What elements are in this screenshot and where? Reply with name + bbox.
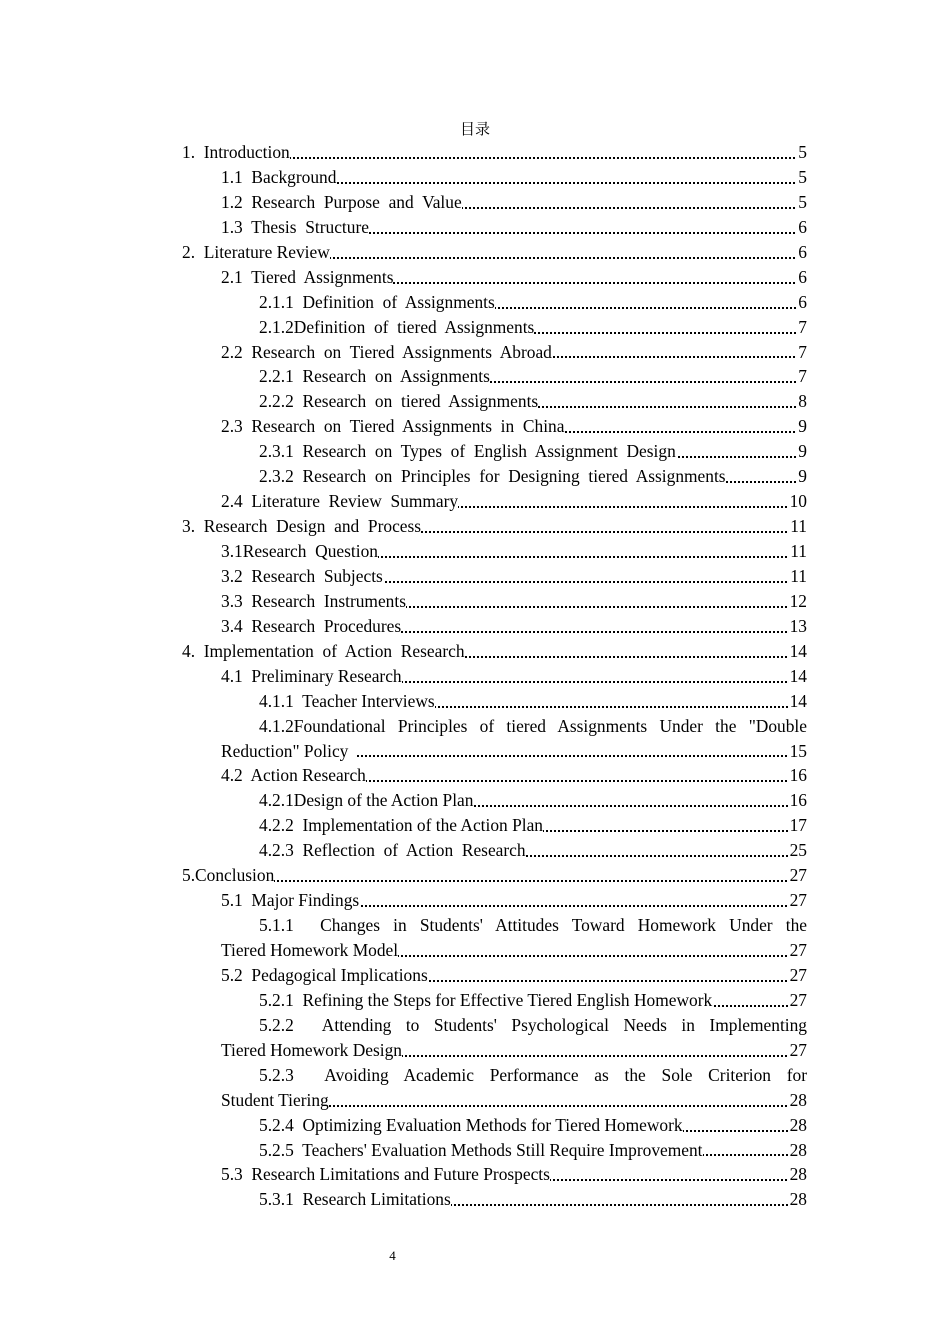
toc-entry-label: 1.1 Background — [221, 166, 337, 187]
toc-entry[interactable] — [259, 689, 807, 714]
toc-entry[interactable] — [182, 863, 807, 888]
toc-entry-label: 5.2.5 Teachers' Evaluation Methods Still Require Improvement — [259, 1139, 703, 1160]
toc-entry[interactable] — [221, 614, 807, 639]
toc-entry-label: 1.2 Research Purpose and Value — [221, 191, 462, 212]
toc-entry-page: 14 — [789, 689, 807, 714]
toc-entry-page: 28 — [789, 1162, 807, 1187]
toc-entry-page: 5 — [797, 190, 807, 215]
toc-entry[interactable] — [221, 340, 807, 365]
toc-entry-page: 27 — [789, 988, 807, 1013]
toc-entry-page: 27 — [789, 963, 807, 988]
toc-entry[interactable] — [259, 1187, 807, 1212]
toc-entry[interactable] — [182, 240, 807, 265]
toc-entry-label: 5.2.2 Attending to Students' Psychological Needs in Implementing — [259, 1014, 807, 1035]
toc-entry-continuation[interactable] — [221, 739, 807, 764]
toc-entry-page: 11 — [789, 564, 807, 589]
toc-entry-label: 2.3 Research on Tiered Assignments in China — [221, 416, 565, 437]
toc-entry[interactable] — [221, 664, 807, 689]
toc-entry[interactable] — [259, 389, 807, 414]
toc-entry-label: 4.2 Action Research — [221, 765, 366, 786]
toc-entry-label: 4.1.2Foundational Principles of tiered Assignments Under the "Double — [259, 715, 807, 736]
toc-entry-label: 5.3.1 Research Limitations — [259, 1189, 451, 1210]
toc-entry[interactable] — [221, 763, 807, 788]
toc-entry-label: 2.1.1 Definition of Assignments — [259, 291, 495, 312]
toc-entry-page: 7 — [797, 364, 807, 389]
toc-entry[interactable] — [259, 1138, 807, 1163]
toc-entry[interactable] — [259, 838, 807, 863]
toc-entry-label: 4.1.1 Teacher Interviews — [259, 690, 435, 711]
toc-entry-label: 2.1 Tiered Assignments — [221, 266, 394, 287]
toc-entry-label: 5.1 Major Findings — [221, 890, 360, 911]
toc-entry-page: 28 — [789, 1113, 807, 1138]
toc-entry-label: 4.2.2 Implementation of the Action Plan — [259, 815, 543, 836]
toc-entry-page: 13 — [789, 614, 807, 639]
page-number: 4 — [389, 1248, 396, 1263]
toc-entry-label: 5.2.3 Avoiding Academic Performance as the Sole Criterion for — [259, 1064, 807, 1085]
toc-entry-label: 2.2.2 Research on tiered Assignments — [259, 391, 539, 412]
toc-entry[interactable] — [221, 888, 807, 913]
toc-entry-page: 28 — [789, 1088, 807, 1113]
toc-entry[interactable] — [259, 290, 807, 315]
toc-entry-page: 6 — [797, 215, 807, 240]
toc-entry[interactable] — [259, 464, 807, 489]
toc-entry-label: 3.2 Research Subjects — [221, 565, 383, 586]
toc-entry-label: 4. Implementation of Action Research — [182, 640, 465, 661]
toc-entry-page: 7 — [797, 340, 807, 365]
toc-entry-label: 5.3 Research Limitations and Future Prospects — [221, 1164, 550, 1185]
toc-entry-label: 2.3.1 Research on Types of English Assignment Design — [259, 441, 676, 462]
toc-entry-label: 3.1Research Question — [221, 541, 378, 561]
toc-entry-page: 16 — [789, 788, 807, 813]
toc-entry[interactable] — [221, 165, 807, 190]
toc-entry-page: 12 — [789, 589, 807, 614]
toc-entry-page: 27 — [789, 863, 807, 888]
toc-entry[interactable] — [259, 1113, 807, 1138]
toc-entry-page: 9 — [797, 439, 807, 464]
toc-entry-label: 5.Conclusion — [182, 865, 275, 886]
toc-entry[interactable] — [182, 514, 807, 539]
toc-entry-page: 6 — [797, 265, 807, 290]
toc-entry-page: 25 — [789, 838, 807, 863]
toc-entry-page: 11 — [789, 514, 807, 539]
toc-entry-label: Tiered Homework Design — [221, 1039, 402, 1060]
toc-entry[interactable] — [221, 963, 807, 988]
toc-entry[interactable] — [221, 539, 807, 564]
toc-entry-label: 4.1 Preliminary Research — [221, 665, 402, 686]
toc-entry-page: 17 — [789, 813, 807, 838]
toc-entry-label: Student Tiering — [221, 1089, 329, 1110]
toc-entry-wrapped-line[interactable] — [259, 714, 807, 739]
toc-entry[interactable] — [221, 489, 807, 514]
toc-entry-page: 9 — [797, 464, 807, 489]
toc-entry-label: 3.3 Research Instruments — [221, 590, 406, 611]
toc-entry-page: 27 — [789, 938, 807, 963]
toc-entry-page: 11 — [789, 539, 807, 564]
toc-entry[interactable] — [259, 315, 807, 340]
toc-entry-label: 2.2 Research on Tiered Assignments Abroad — [221, 341, 552, 362]
toc-entry[interactable] — [259, 788, 807, 813]
toc-entry[interactable] — [221, 589, 807, 614]
toc-entry-label: 5.1.1 Changes in Students' Attitudes Toward Homework Under the — [259, 915, 807, 936]
toc-entry-label: 2.4 Literature Review Summary — [221, 491, 459, 512]
toc-entry-label: Tiered Homework Model — [221, 940, 399, 960]
toc-entry[interactable] — [221, 190, 807, 215]
toc-entry[interactable] — [182, 140, 807, 165]
toc-entry-label: 2.1.2Definition of tiered Assignments — [259, 316, 535, 337]
toc-entry[interactable] — [182, 639, 807, 664]
toc-entry[interactable] — [221, 564, 807, 589]
toc-entry-label: 2.3.2 Research on Principles for Designing tiered Assignments — [259, 466, 726, 487]
toc-entry-page: 14 — [789, 664, 807, 689]
toc-title: 目录 — [459, 120, 490, 138]
toc-entry-label: 5.2.4 Optimizing Evaluation Methods for Tiered Homework — [259, 1114, 683, 1135]
toc-entry[interactable] — [259, 813, 807, 838]
toc-entry[interactable] — [221, 1162, 807, 1187]
toc-entry[interactable] — [259, 364, 807, 389]
toc-entry-wrapped-line[interactable] — [259, 913, 807, 938]
toc-entry-label: 5.2 Pedagogical Implications — [221, 964, 428, 985]
toc-entry-page: 6 — [797, 240, 807, 265]
toc-entry[interactable] — [221, 265, 807, 290]
toc-entry[interactable] — [259, 439, 807, 464]
toc-entry-page: 28 — [789, 1187, 807, 1212]
toc-entry-label: 2. Literature Review — [182, 241, 330, 262]
toc-entry-continuation[interactable] — [221, 1088, 807, 1113]
toc-entry-page: 27 — [789, 888, 807, 913]
toc-entry-continuation[interactable] — [221, 938, 807, 963]
toc-entry-label: 4.2.1Design of the Action Plan — [259, 790, 474, 811]
toc-entry-page: 6 — [797, 290, 807, 315]
toc-entry-page: 9 — [797, 414, 807, 439]
toc-entry-label: Reduction" Policy — [221, 740, 358, 761]
toc-entry-wrapped-line[interactable] — [259, 1063, 807, 1088]
toc-entry-page: 27 — [789, 1038, 807, 1063]
toc-entry-continuation[interactable] — [221, 1038, 807, 1063]
toc-entry[interactable] — [221, 215, 807, 240]
toc-entry[interactable] — [259, 988, 807, 1013]
toc-entry-wrapped-line[interactable] — [259, 1013, 807, 1038]
toc-entry-label: 2.2.1 Research on Assignments — [259, 366, 490, 387]
toc-entry-label: 3. Research Design and Process — [182, 516, 422, 537]
toc-entry-label: 5.2.1 Refining the Steps for Effective Tiered English Homework — [259, 989, 713, 1010]
toc-entry-page: 15 — [789, 739, 807, 764]
toc-entry-page: 8 — [797, 389, 807, 414]
toc-entry[interactable] — [221, 414, 807, 439]
toc-entry-page: 7 — [797, 315, 807, 340]
toc-entry-label: 4.2.3 Reflection of Action Research — [259, 840, 526, 861]
toc-entry-label: 1.3 Thesis Structure — [221, 216, 369, 237]
toc-entry-label: 3.4 Research Procedures — [221, 615, 402, 636]
toc-entry-page: 14 — [789, 639, 807, 664]
toc-entry-page: 28 — [789, 1138, 807, 1163]
toc-entry-page: 5 — [797, 165, 807, 190]
table-of-contents — [182, 140, 807, 1212]
toc-entry-label: 1. Introduction — [182, 142, 290, 162]
toc-entry-page: 16 — [789, 763, 807, 788]
toc-entry-page: 10 — [789, 489, 807, 514]
toc-entry-page: 5 — [797, 140, 807, 165]
